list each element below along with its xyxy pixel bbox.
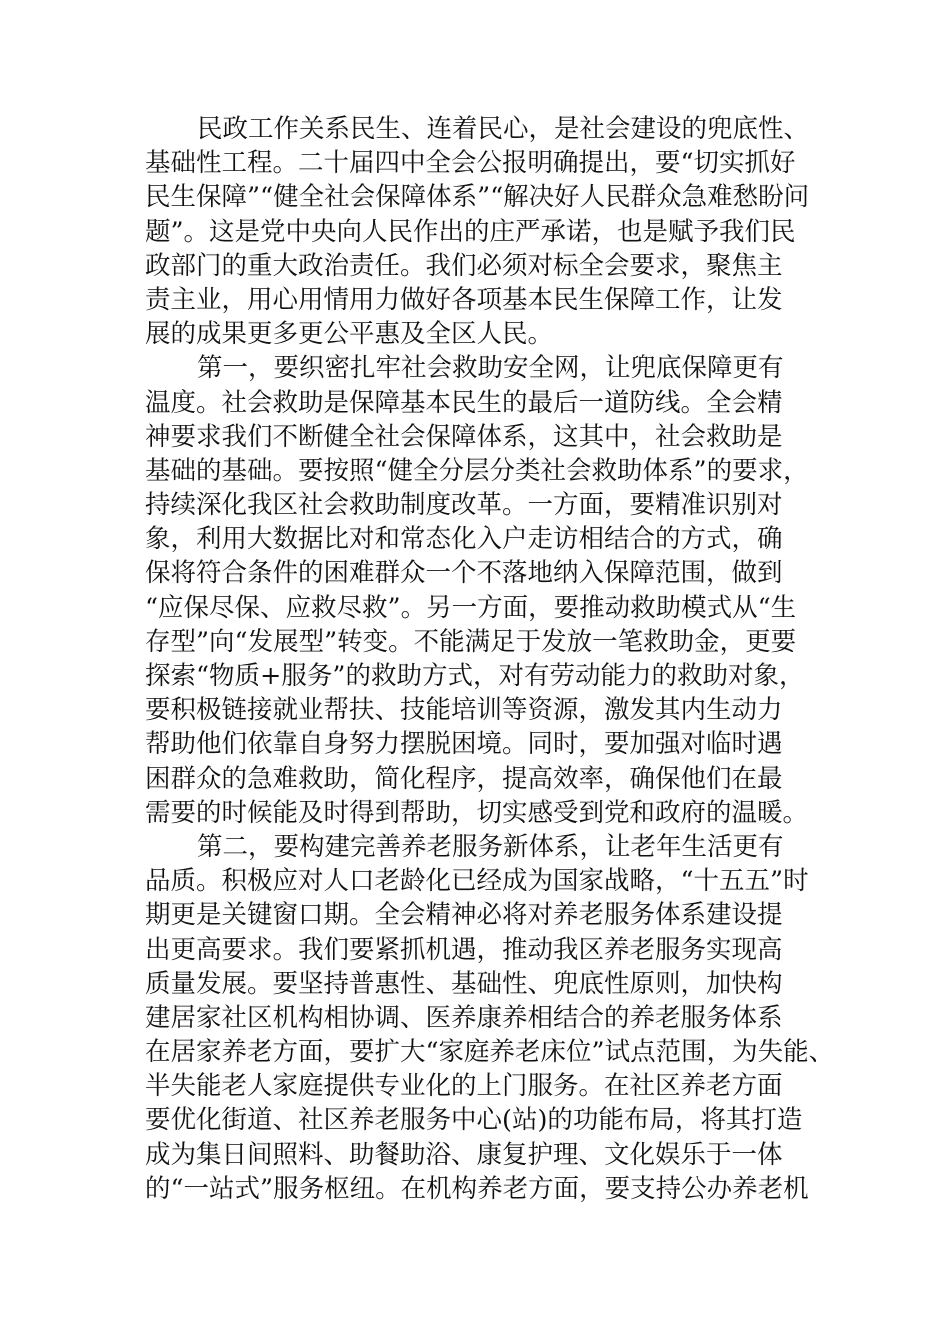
text-line: 需要的时候能及时得到帮助，切实感受到党和政府的温暖。: [145, 797, 809, 828]
text-line: 在居家养老方面，要扩大“家庭养老床位”试点范围，为失能、: [145, 1037, 835, 1068]
text-line: 题”。这是党中央向人民作出的庄严承诺，也是赋予我们民: [145, 216, 796, 247]
text-line: 象，利用大数据比对和常态化入户走访相结合的方式，确: [145, 524, 783, 555]
text-line: 政部门的重大政治责任。我们必须对标全会要求，聚焦主: [145, 250, 783, 281]
text-line: 基础的基础。要按照“健全分层分类社会救助体系”的要求，: [145, 455, 809, 486]
text-line: 温度。社会救助是保障基本民生的最后一道防线。全会精: [145, 387, 783, 418]
text-line: 要积极链接就业帮扶、技能培训等资源，激发其内生动力: [145, 695, 783, 726]
text-line: 半失能老人家庭提供专业化的上门服务。在社区养老方面: [145, 1071, 783, 1102]
text-line: 要优化街道、社区养老服务中心(站)的功能布局，将其打造: [145, 1105, 803, 1136]
document-body: [145, 112, 835, 1206]
text-line: 存型”向“发展型”转变。不能满足于发放一笔救助金，更要: [145, 626, 797, 657]
text-line: 第一，要织密扎牢社会救助安全网，让兜底保障更有: [197, 353, 784, 384]
text-line: 保将符合条件的困难群众一个不落地纳入保障范围，做到: [145, 558, 783, 589]
text-line: 品质。积极应对人口老龄化已经成为国家战略，“十五五”时: [145, 866, 809, 897]
text-line: 神要求我们不断健全社会保障体系，这其中，社会救助是: [145, 421, 783, 452]
text-line: 展的成果更多更公平惠及全区人民。: [145, 319, 554, 350]
text-line: 探索“物质+服务”的救助方式，对有劳动能力的救助对象，: [145, 661, 805, 691]
text-line: 期更是关键窗口期。全会精神必将对养老服务体系建设提: [145, 900, 783, 931]
text-line: 基础性工程。二十届四中全会公报明确提出，要“切实抓好: [145, 148, 796, 179]
text-line: 民生保障”“健全社会保障体系”“解决好人民群众急难愁盼问: [145, 182, 810, 213]
text-line: 成为集日间照料、助餐助浴、康复护理、文化娱乐于一体: [145, 1139, 783, 1170]
text-line: 困群众的急难救助，简化程序，提高效率，确保他们在最: [145, 763, 783, 794]
text-line: 质量发展。要坚持普惠性、基础性、兜底性原则，加快构: [145, 968, 783, 999]
text-line: 第二，要构建完善养老服务新体系，让老年生活更有: [197, 831, 784, 862]
text-line: 出更高要求。我们要紧抓机遇，推动我区养老服务实现高: [145, 934, 783, 965]
paragraph-elderly-care: [145, 830, 835, 1206]
text-line: 建居家社区机构相协调、医养康养相结合的养老服务体系: [145, 1002, 783, 1033]
text-line: 帮助他们依靠自身努力摆脱困境。同时，要加强对临时遇: [145, 729, 783, 760]
text-line: 的“一站式”服务枢纽。在机构养老方面，要支持公办养老机: [145, 1173, 809, 1204]
paragraph-intro: [145, 112, 810, 351]
text-line: 民政工作关系民生、连着民心，是社会建设的兜底性、: [197, 114, 810, 144]
text-line: “应保尽保、应救尽救”。另一方面，要推动救助模式从“生: [145, 592, 797, 623]
text-line: 责主业，用心用情用力做好各项基本民生保障工作，让发: [145, 284, 783, 315]
paragraph-social-assistance: [145, 351, 807, 830]
text-line: 持续深化我区社会救助制度改革。一方面，要精准识别对: [145, 490, 783, 521]
